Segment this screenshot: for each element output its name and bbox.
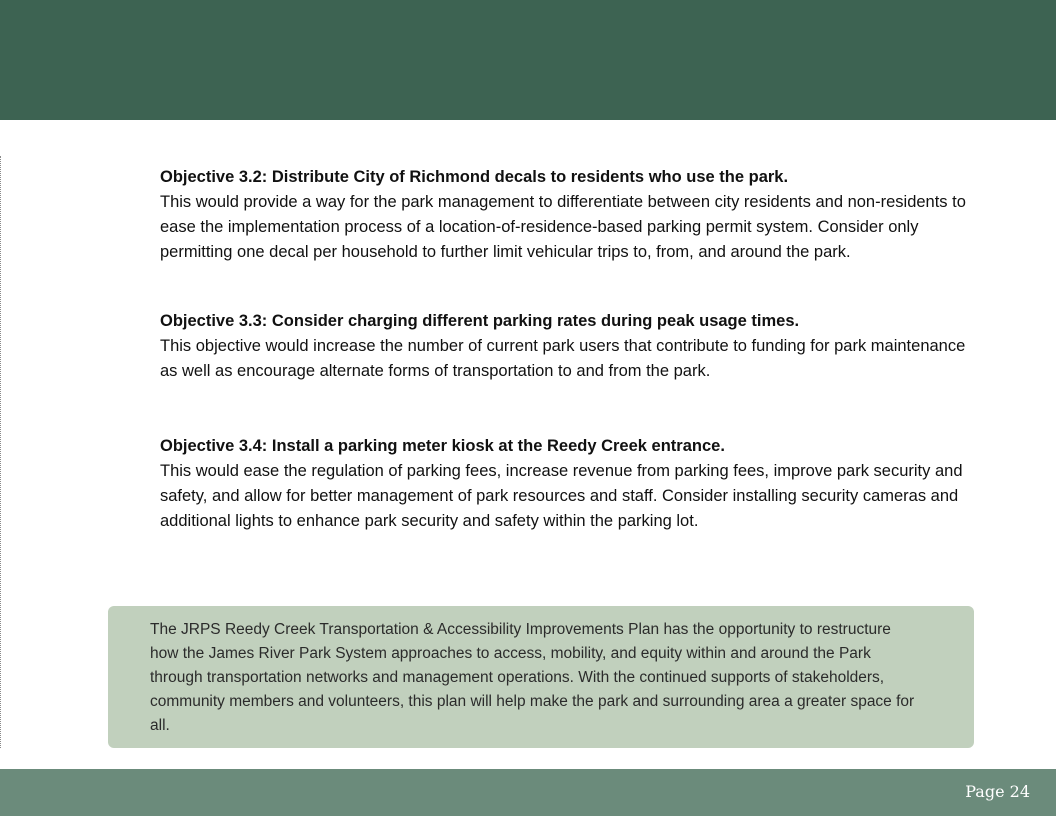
objective-title: Objective 3.2: Distribute City of Richmond decals to residents who use the park.: [160, 168, 789, 186]
objective-body: This would provide a way for the park management to differentiate between city residents and non-residents to ease the implementation process of a location-of-residence-based parking permit system. Consider only permitting one decal per household to further limit vehicular trips to, from, and around the park.: [160, 193, 966, 261]
objective-body: This would ease the regulation of parking fees, increase revenue from parking fees, improve park security and safety, and allow for better management of park resources and staff. Consider installing security cameras and additional lights to enhance park security and safety within the parking lot.: [160, 462, 963, 530]
callout-text: The JRPS Reedy Creek Transportation & Accessibility Improvements Plan has the opportunity to restructure how the James River Park System approaches to access, mobility, and equity within and around the Park through transportation networks and management operations. With the continued supports of stakeholders, community members and volunteers, this plan will help make the park and surrounding area a greater space for all.: [150, 621, 915, 734]
objective-title: Objective 3.3: Consider charging different parking rates during peak usage times.: [160, 312, 800, 330]
summary-callout: [108, 606, 974, 748]
footer-bar: [0, 769, 1056, 816]
objective-3-2: [160, 165, 980, 265]
objective-3-4: [160, 434, 980, 534]
top-banner: [0, 0, 1056, 120]
objective-3-3: [160, 309, 980, 384]
left-margin-rule: [0, 156, 1, 748]
objective-title: Objective 3.4: Install a parking meter kiosk at the Reedy Creek entrance.: [160, 437, 725, 455]
objective-body: This objective would increase the number of current park users that contribute to funding for park maintenance as well as encourage alternate forms of transportation to and from the park.: [160, 337, 966, 380]
page-number: Page 24: [965, 782, 1030, 801]
